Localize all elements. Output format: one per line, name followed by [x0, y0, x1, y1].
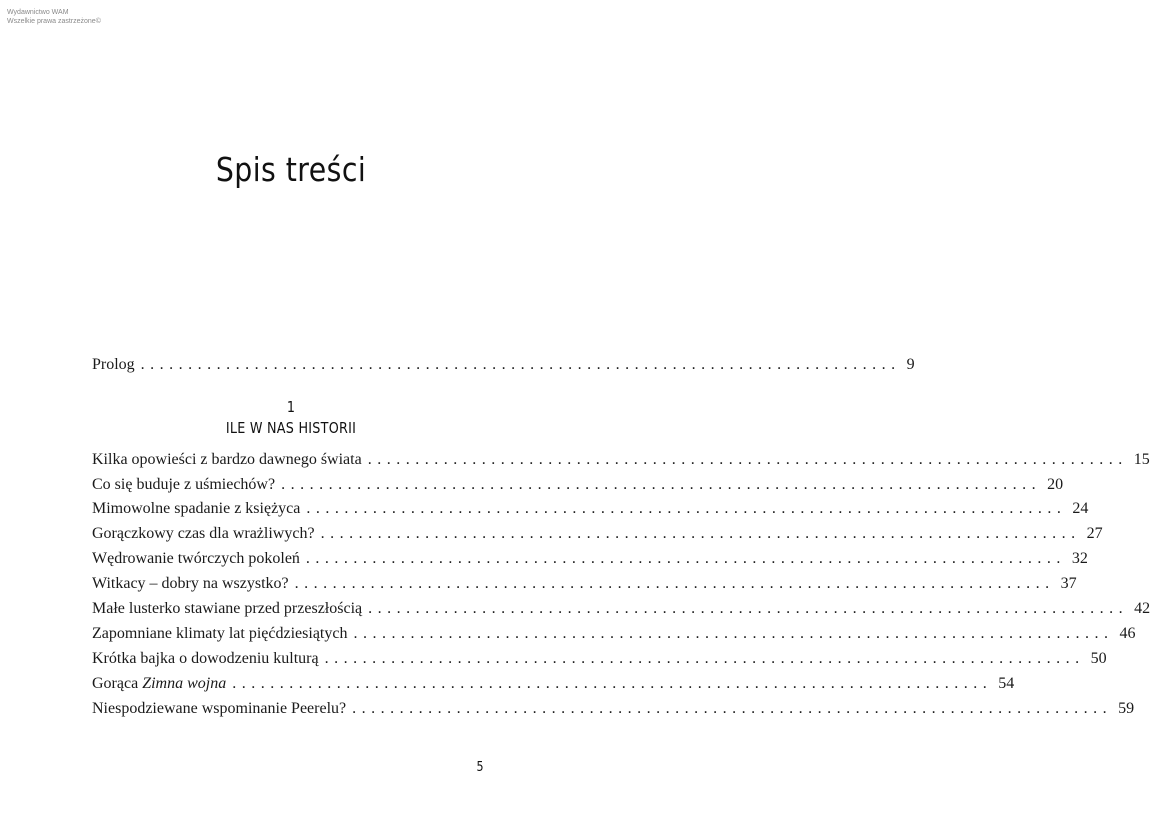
watermark-publisher: Wydawnictwo WAM: [7, 9, 69, 16]
toc-entry: [92, 600, 1150, 622]
toc-entry-title: Małe lusterko stawiane przed przeszłością: [92, 600, 363, 617]
toc-entry: [92, 625, 1136, 647]
dot-leader: ................................................................................: [140, 356, 901, 373]
dot-leader: ................................................................................: [324, 650, 1085, 667]
dot-leader: ................................................................................: [305, 550, 1066, 567]
toc-entry-page: 27: [1086, 525, 1103, 542]
toc-entry: [92, 525, 1103, 547]
dot-leader: ................................................................................: [367, 451, 1128, 468]
dot-leader: ................................................................................: [368, 600, 1129, 617]
toc-entry-title-plain: Gorąca: [92, 675, 143, 692]
toc-entry-title: Wędrowanie twórczych pokoleń: [92, 550, 300, 567]
toc-entry-page: 9: [906, 356, 915, 373]
toc-entry-title: Co się buduje z uśmiechów?: [92, 476, 276, 493]
dot-leader: ................................................................................: [306, 500, 1067, 517]
toc-entry: [92, 700, 1135, 722]
dot-leader: ................................................................................: [294, 575, 1055, 592]
toc-entry: [92, 650, 1107, 672]
toc-entry-title: [92, 675, 226, 693]
toc-entry-page: 15: [1133, 451, 1150, 468]
toc-entry: [92, 476, 1064, 498]
toc-entry-page: 24: [1072, 500, 1089, 517]
toc-entry-title: Zapomniane klimaty lat pięćdziesiątych: [92, 625, 348, 642]
toc-entry-page: 32: [1071, 550, 1088, 567]
toc-entry-page: 37: [1060, 575, 1077, 592]
toc-entry-title: Krótka bajka o dowodzeniu kulturą: [92, 650, 319, 667]
toc-entry: [92, 550, 1088, 572]
toc-entry-title: Niespodziewane wspominanie Peerelu?: [92, 700, 347, 717]
dot-leader: ................................................................................: [352, 700, 1113, 717]
toc-entry-page: 50: [1090, 650, 1107, 667]
toc-entry: [92, 575, 1077, 597]
watermark-rights: Wszelkie prawa zastrzeżone©: [7, 18, 101, 25]
toc-entry-title: Witkacy – dobry na wszystko?: [92, 575, 289, 592]
toc-entry-page: 54: [998, 675, 1015, 692]
dot-leader: ................................................................................: [353, 625, 1114, 642]
dot-leader: ................................................................................: [281, 476, 1042, 493]
toc-entry-prolog: [92, 356, 915, 378]
watermark: [7, 8, 101, 26]
toc-entry-page: 59: [1118, 700, 1135, 717]
dot-leader: ................................................................................: [320, 525, 1081, 542]
toc-entry-page: 46: [1119, 625, 1136, 642]
toc-entry: [92, 675, 1015, 697]
toc-entry-title-italic: Zimna wojna: [142, 675, 227, 692]
toc-entry-title: Prolog: [92, 356, 135, 373]
toc-entry-page: 42: [1134, 600, 1150, 617]
toc-entry-title: Mimowolne spadanie z księżyca: [92, 500, 301, 517]
dot-leader: ................................................................................: [232, 675, 993, 692]
chapter-title: ILE W NAS HISTORII: [225, 419, 357, 437]
toc-entry: [92, 500, 1089, 522]
toc-entry-title: Kilka opowieści z bardzo dawnego świata: [92, 451, 362, 468]
page-title: Spis treści: [215, 150, 367, 189]
toc-entry-page: 20: [1047, 476, 1064, 493]
page-number: 5: [476, 760, 484, 775]
toc-entry-title: Gorączkowy czas dla wrażliwych?: [92, 525, 315, 542]
chapter-number: 1: [286, 398, 296, 416]
toc-entry: [92, 451, 1150, 473]
